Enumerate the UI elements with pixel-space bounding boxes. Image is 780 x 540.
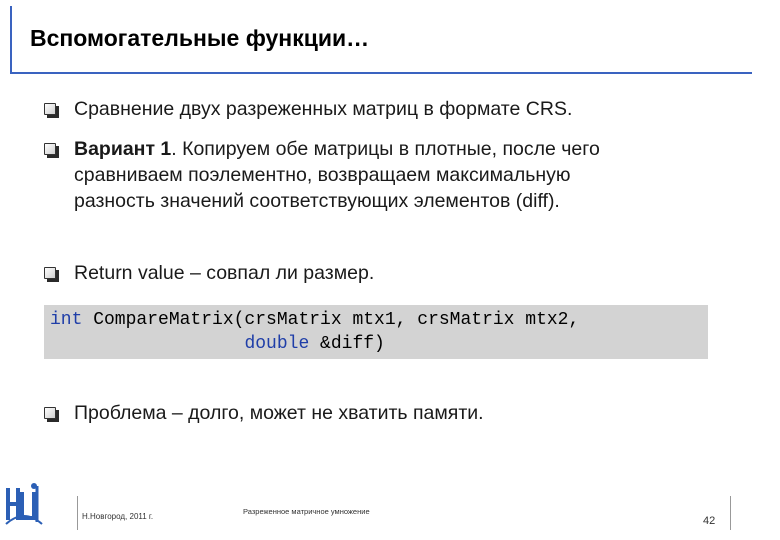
bullet-square-icon [44, 407, 56, 419]
bullet-text [74, 400, 484, 426]
code-line-2 [50, 332, 385, 356]
bullet-line: Return value – совпал ли размер. [74, 262, 375, 284]
bullet-text [74, 136, 600, 214]
code-block [44, 305, 708, 359]
title-frame-underline [10, 72, 752, 74]
code-keyword: int [50, 310, 83, 330]
university-logo-icon [4, 478, 44, 528]
footer-divider-left [77, 496, 78, 530]
title-frame-left [10, 6, 12, 74]
bullet-square-icon [44, 103, 56, 115]
bullet-line: сравниваем поэлементно, возвращаем максимальную [74, 164, 571, 186]
bullet-line: . Копируем обе матрицы в плотные, после чего [171, 138, 600, 160]
footer-course-title: Разреженное матричное умножение [243, 507, 370, 516]
code-text: &diff) [309, 334, 385, 354]
bullet-line: Сравнение двух разреженных матриц в формате CRS. [74, 98, 573, 120]
slide-title: Вспомогательные функции… [30, 25, 370, 51]
page-number: 42 [703, 515, 716, 527]
bullet-square-icon [44, 143, 56, 155]
bullet-line: Проблема – долго, может не хватить памяти. [74, 402, 484, 424]
bullet-text [74, 96, 572, 122]
code-keyword: double [244, 334, 310, 354]
footer-location: Н.Новгород, 2011 г. [82, 512, 154, 521]
bullet-line: разность значений соответствующих элементов (diff). [74, 190, 560, 212]
bullet-text [74, 260, 374, 286]
footer-divider-right [730, 496, 731, 530]
bullet-square-icon [44, 267, 56, 279]
bullet-bold-label: Вариант 1 [74, 138, 172, 160]
code-line-1 [50, 308, 579, 332]
code-indent [50, 334, 244, 354]
code-text: CompareMatrix(crsMatrix mtx1, crsMatrix mtx2, [82, 310, 580, 330]
